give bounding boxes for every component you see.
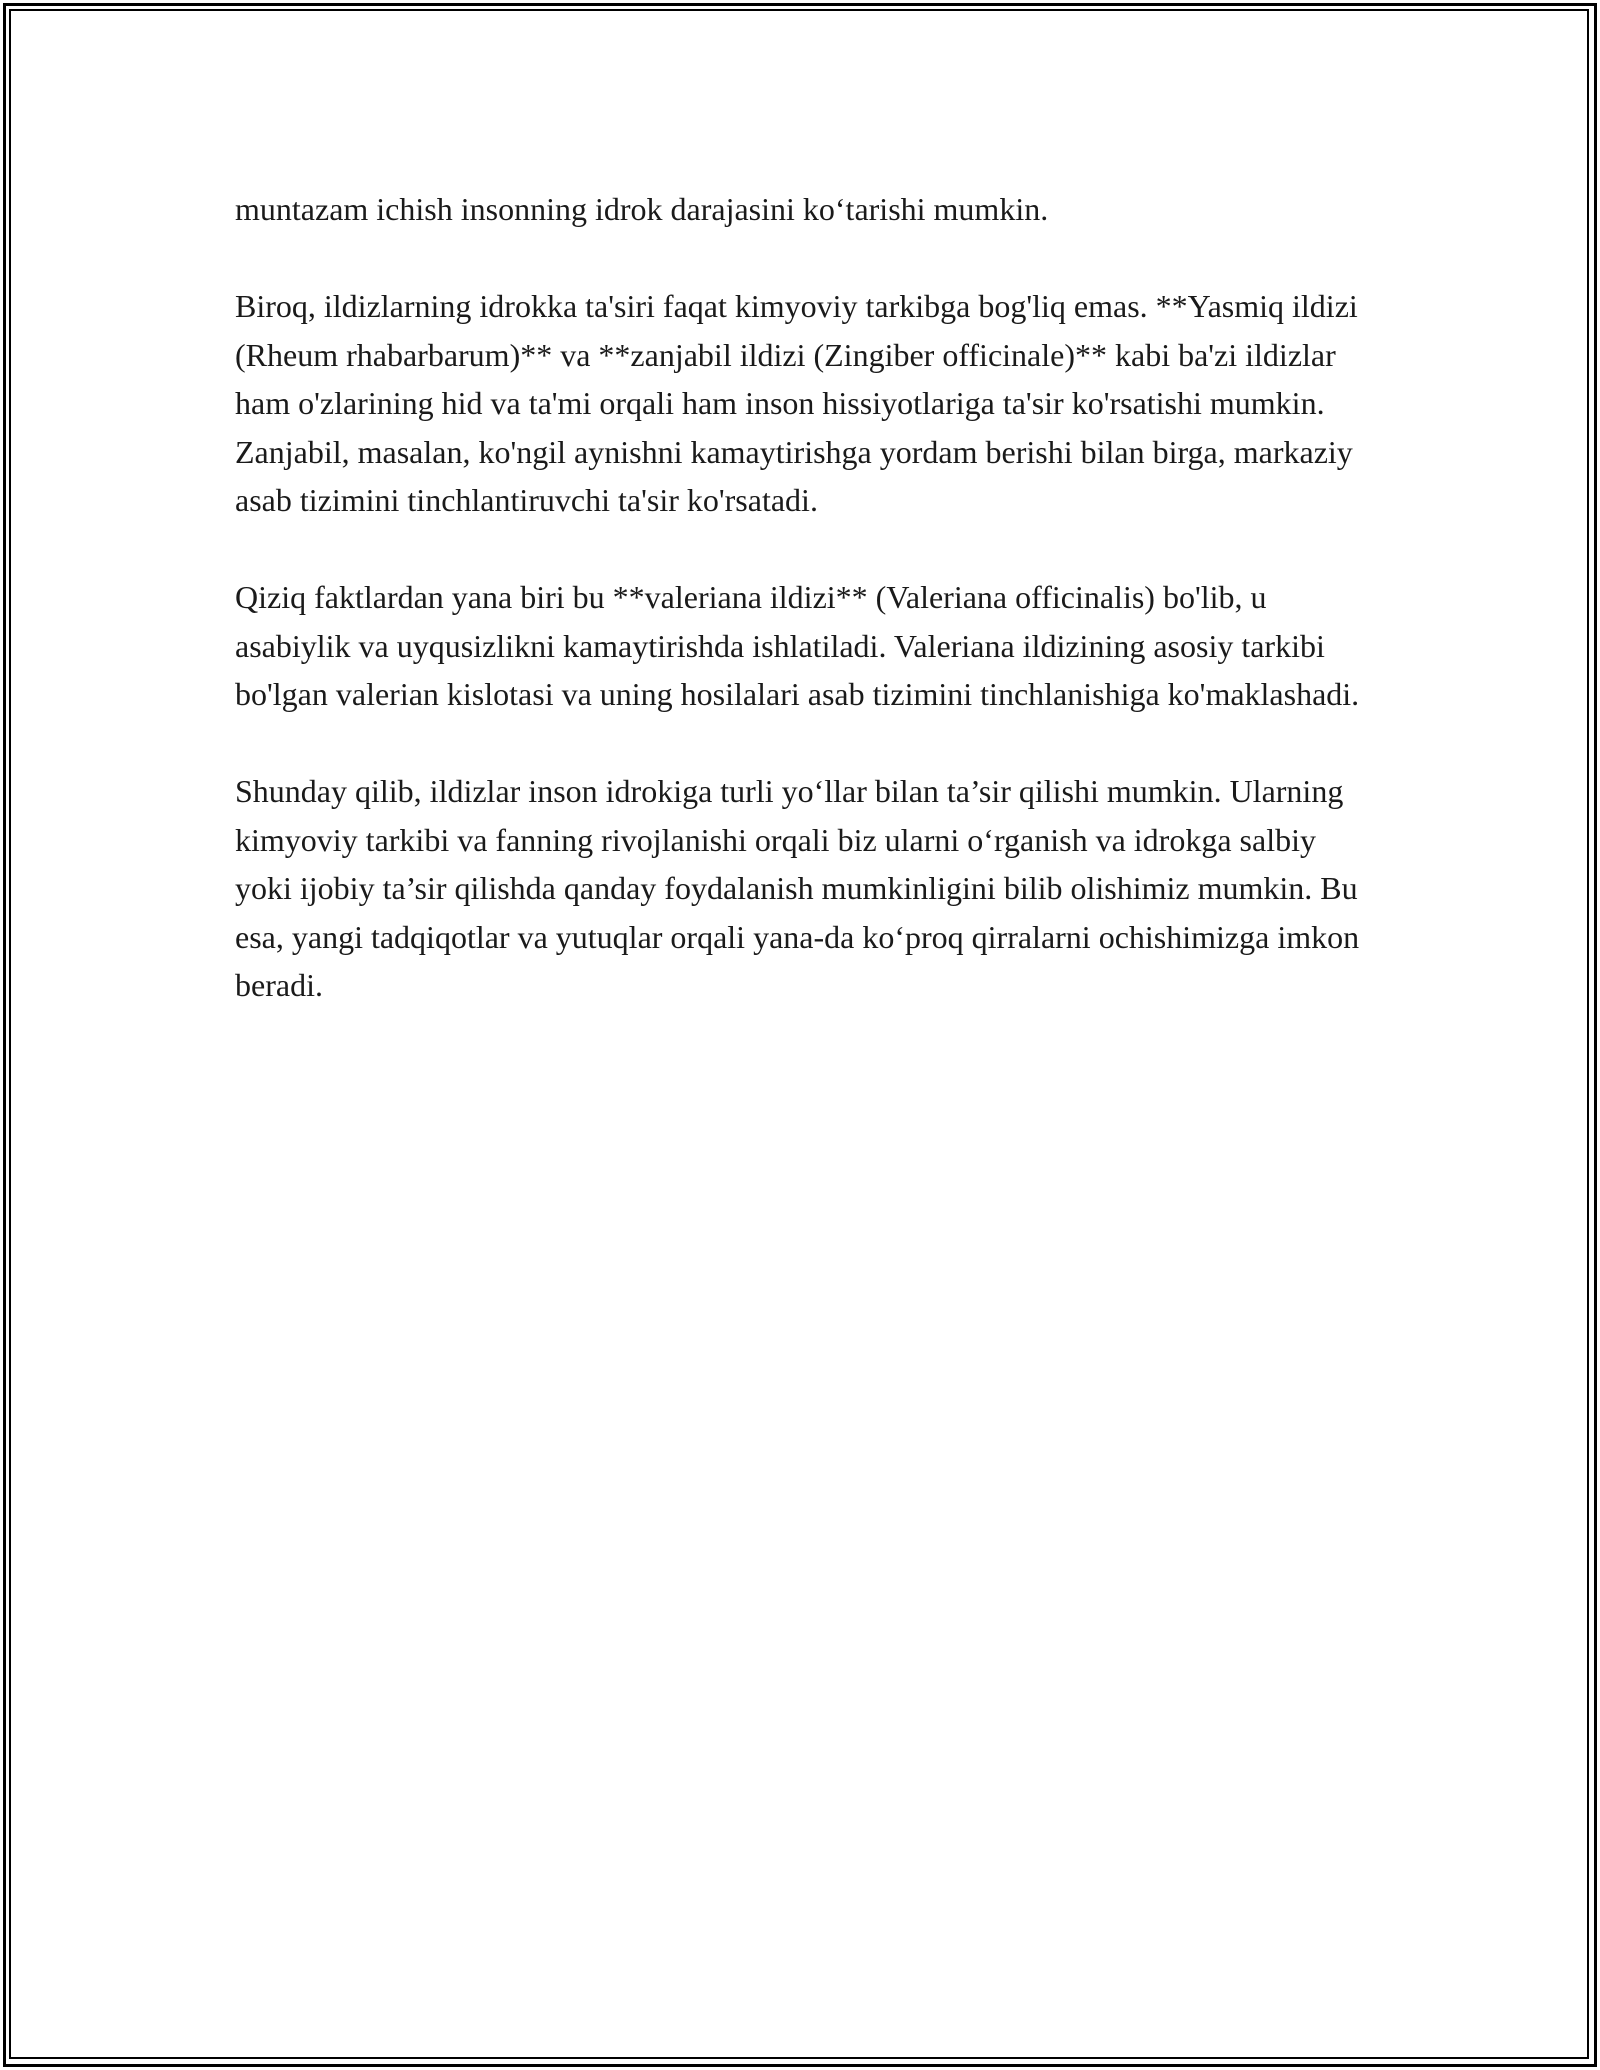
paragraph-2: Biroq, ildizlarning idrokka ta'siri faqat kimyoviy tarkibga bog'liq emas. **Yasmiq ildizi (Rheum rhabarbarum)** va **zanjabil ildizi (Zingiber officinale)** kabi ba'zi ildizlar ham o'zlarining hid va ta'mi orqali ham inson hissiyotlariga ta'sir ko'rsatishi mumkin. Zanjabil, masalan, ko'ngil aynishni kamaytirishga yordam berishi bilan birga, markaziy asab tizimini tinchlantiruvchi ta'sir ko'rsatadi. (235, 288, 1358, 518)
paragraph-1: muntazam ichish insonning idrok darajasini ko‘tarishi mumkin. (235, 191, 1049, 227)
document-body (235, 185, 1365, 1010)
paragraph-4: Shunday qilib, ildizlar inson idrokiga turli yo‘llar bilan ta’sir qilishi mumkin. Ularning kimyoviy tarkibi va fanning rivojlanishi orqali biz ularni o‘rganish va idrokga salbiy yoki ijobiy ta’sir qilishda qanday foydalanish mumkinligini bilib olishimiz mumkin. Bu esa, yangi tadqiqotlar va yutuqlar orqali yana-da ko‘proq qirralarni ochishimizga imkon beradi. (235, 773, 1360, 1003)
paragraph-3: Qiziq faktlardan yana biri bu **valeriana ildizi** (Valeriana officinalis) bo'lib, u asabiylik va uyqusizlikni kamaytirishda ishlatiladi. Valeriana ildizining asosiy tarkibi bo'lgan valerian kislotasi va uning hosilalari asab tizimini tinchlanishiga ko'maklashadi. (235, 579, 1360, 712)
